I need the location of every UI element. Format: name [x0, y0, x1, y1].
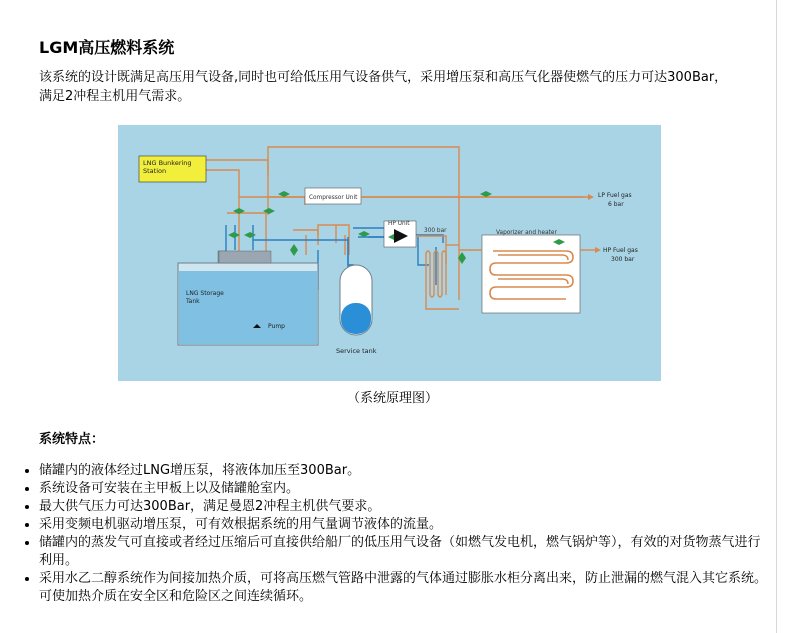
list-item: • 储罐内的蒸发气可直接或者经过压缩后可直接供给船厂的低压用气设备（如燃气发电机，燃气锅炉等），有效的对货物蒸气进行利用。: [39, 534, 769, 570]
lng-liquid: [179, 271, 317, 344]
service-tank-label: Service tank: [336, 347, 377, 355]
list-item: • 系统设备可安装在主甲板上以及储罐舱室内。: [39, 480, 769, 498]
tank-label-1: LNG Storage: [186, 290, 224, 297]
pump-label: Pump: [268, 323, 285, 330]
bunkering-label-1: LNG Bunkering: [143, 159, 192, 167]
hp-pressure-label: 300 bar: [611, 256, 635, 263]
features-heading: 系统特点：: [39, 432, 105, 447]
system-diagram: [118, 125, 661, 381]
hp-fuel-label: HP Fuel gas: [603, 247, 638, 254]
hp-coil: [416, 236, 459, 309]
lp-pressure-label: 6 bar: [608, 201, 624, 208]
vaporizer-heater-box: [482, 235, 580, 313]
diagram-caption: （系统原理图）: [346, 391, 438, 406]
bar-label: 300 bar: [424, 228, 447, 234]
bunkering-label-2: Station: [143, 167, 167, 175]
page-edge-divider: [776, 0, 777, 633]
intro-paragraph: 该系统的设计既满足高压用气设备,同时也可给低压用气设备供气，采用增压泵和高压气化器使燃气的压力可达300Bar，满足2冲程主机用气需求。: [39, 70, 728, 104]
list-item: • 最大供气压力可达300Bar，满足曼恩2冲程主机供气要求。: [39, 498, 769, 516]
hp-unit-label: HP Unit: [388, 221, 410, 227]
list-item: • 储罐内的液体经过LNG增压泵，将液体加压至300Bar。: [39, 462, 769, 480]
feature-list: [15, 462, 769, 606]
vaporizer-label: Vaporizer and heater: [496, 230, 557, 236]
lp-fuel-label: LP Fuel gas: [598, 192, 632, 199]
list-item: • 采用水乙二醇系统作为间接加热介质，可将高压燃气管路中泄露的气体通过膨胀水柜分离出来，防止泄漏的燃气混入其它系统。可使加热介质在安全区和危险区之间连续循环。: [39, 570, 769, 606]
compressor-label: Compressor Unit: [309, 195, 358, 201]
page-title: LGM高压燃料系统: [39, 38, 175, 57]
list-item: • 采用变频电机驱动增压泵，可有效根据系统的用气量调节液体的流量。: [39, 516, 769, 534]
tank-label-2: Tank: [186, 298, 200, 305]
